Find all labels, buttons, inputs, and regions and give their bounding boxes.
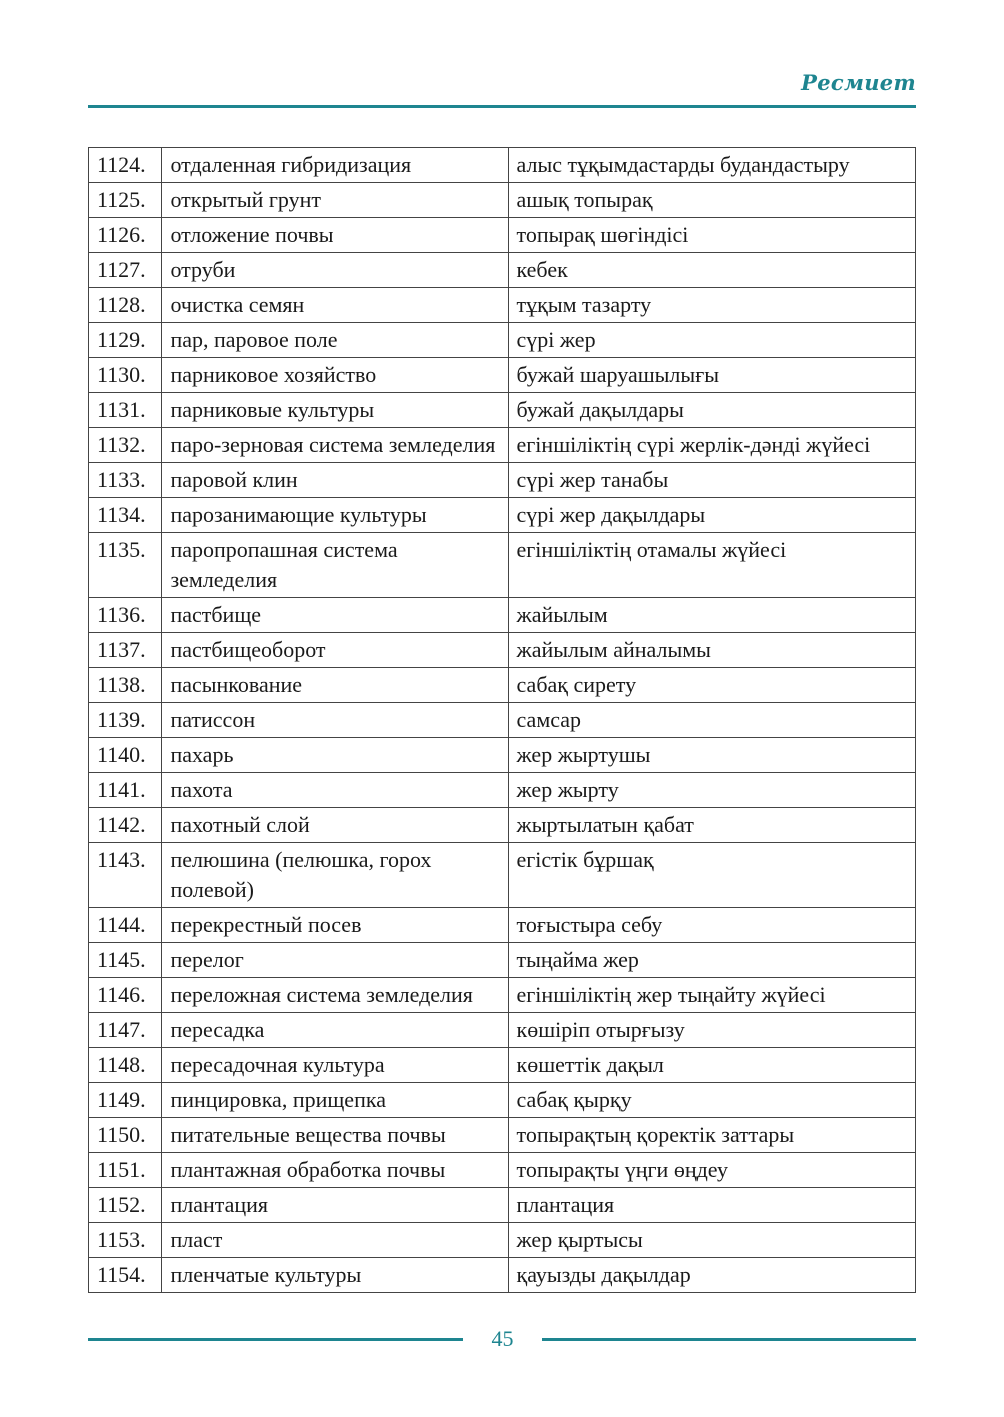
russian-term: отложение почвы bbox=[162, 218, 508, 253]
russian-term: пар, паровое поле bbox=[162, 323, 508, 358]
russian-term: плантация bbox=[162, 1188, 508, 1223]
russian-term: пастбище bbox=[162, 598, 508, 633]
russian-term: пелюшина (пелюшка, горох полевой) bbox=[162, 843, 508, 908]
glossary-table bbox=[88, 147, 916, 1293]
table-row bbox=[89, 978, 916, 1013]
table-row bbox=[89, 323, 916, 358]
russian-term: очистка семян bbox=[162, 288, 508, 323]
entry-number: 1142. bbox=[89, 808, 162, 843]
entry-number: 1145. bbox=[89, 943, 162, 978]
table-row bbox=[89, 1118, 916, 1153]
entry-number: 1146. bbox=[89, 978, 162, 1013]
russian-term: открытый грунт bbox=[162, 183, 508, 218]
russian-term: отруби bbox=[162, 253, 508, 288]
table-row bbox=[89, 1258, 916, 1293]
entry-number: 1153. bbox=[89, 1223, 162, 1258]
kazakh-term: топырақты үңги өңдеу bbox=[508, 1153, 915, 1188]
russian-term: пахотный слой bbox=[162, 808, 508, 843]
kazakh-term: жыртылатын қабат bbox=[508, 808, 915, 843]
entry-number: 1131. bbox=[89, 393, 162, 428]
kazakh-term: тұқым тазарту bbox=[508, 288, 915, 323]
kazakh-term: жайылым bbox=[508, 598, 915, 633]
kazakh-term: егіншіліктің отамалы жүйесі bbox=[508, 533, 915, 598]
kazakh-term: бужай дақылдары bbox=[508, 393, 915, 428]
russian-term: паро-зерновая система земледелия bbox=[162, 428, 508, 463]
entry-number: 1139. bbox=[89, 703, 162, 738]
entry-number: 1141. bbox=[89, 773, 162, 808]
entry-number: 1134. bbox=[89, 498, 162, 533]
russian-term: парниковые культуры bbox=[162, 393, 508, 428]
table-row bbox=[89, 943, 916, 978]
kazakh-term: сабақ қырқу bbox=[508, 1083, 915, 1118]
kazakh-term: жер қыртысы bbox=[508, 1223, 915, 1258]
kazakh-term: сүрі жер танабы bbox=[508, 463, 915, 498]
entry-number: 1127. bbox=[89, 253, 162, 288]
entry-number: 1151. bbox=[89, 1153, 162, 1188]
footer-divider-left bbox=[88, 1338, 463, 1341]
kazakh-term: егістік бұршақ bbox=[508, 843, 915, 908]
table-row bbox=[89, 533, 916, 598]
table-row bbox=[89, 1153, 916, 1188]
table-row bbox=[89, 253, 916, 288]
kazakh-term: сүрі жер дақылдары bbox=[508, 498, 915, 533]
russian-term: перелог bbox=[162, 943, 508, 978]
entry-number: 1130. bbox=[89, 358, 162, 393]
entry-number: 1126. bbox=[89, 218, 162, 253]
kazakh-term: ашық топырақ bbox=[508, 183, 915, 218]
russian-term: питательные вещества почвы bbox=[162, 1118, 508, 1153]
kazakh-term: самсар bbox=[508, 703, 915, 738]
russian-term: пинцировка, прищепка bbox=[162, 1083, 508, 1118]
kazakh-term: көшеттік дақыл bbox=[508, 1048, 915, 1083]
entry-number: 1137. bbox=[89, 633, 162, 668]
russian-term: плантажная обработка почвы bbox=[162, 1153, 508, 1188]
table-row bbox=[89, 843, 916, 908]
russian-term: переложная система земледелия bbox=[162, 978, 508, 1013]
russian-term: пасынкование bbox=[162, 668, 508, 703]
entry-number: 1128. bbox=[89, 288, 162, 323]
page-header-title: Ресмиет bbox=[801, 70, 916, 95]
entry-number: 1147. bbox=[89, 1013, 162, 1048]
table-row bbox=[89, 183, 916, 218]
table-row bbox=[89, 1223, 916, 1258]
kazakh-term: сабақ сирету bbox=[508, 668, 915, 703]
table-row bbox=[89, 358, 916, 393]
table-row bbox=[89, 1188, 916, 1223]
entry-number: 1154. bbox=[89, 1258, 162, 1293]
table-row bbox=[89, 463, 916, 498]
kazakh-term: кебек bbox=[508, 253, 915, 288]
entry-number: 1150. bbox=[89, 1118, 162, 1153]
page-number: 45 bbox=[491, 1326, 514, 1351]
entry-number: 1129. bbox=[89, 323, 162, 358]
kazakh-term: көшіріп отырғызу bbox=[508, 1013, 915, 1048]
table-row bbox=[89, 808, 916, 843]
table-row bbox=[89, 393, 916, 428]
kazakh-term: плантация bbox=[508, 1188, 915, 1223]
table-row bbox=[89, 148, 916, 183]
table-row bbox=[89, 703, 916, 738]
kazakh-term: жайылым айналымы bbox=[508, 633, 915, 668]
kazakh-term: тыңайма жер bbox=[508, 943, 915, 978]
kazakh-term: жер жырту bbox=[508, 773, 915, 808]
entry-number: 1144. bbox=[89, 908, 162, 943]
kazakh-term: жер жыртушы bbox=[508, 738, 915, 773]
entry-number: 1125. bbox=[89, 183, 162, 218]
russian-term: патиссон bbox=[162, 703, 508, 738]
entry-number: 1140. bbox=[89, 738, 162, 773]
russian-term: пересадочная культура bbox=[162, 1048, 508, 1083]
russian-term: пласт bbox=[162, 1223, 508, 1258]
kazakh-term: топырақ шөгіндісі bbox=[508, 218, 915, 253]
table-row bbox=[89, 1048, 916, 1083]
kazakh-term: тоғыстыра себу bbox=[508, 908, 915, 943]
table-row bbox=[89, 633, 916, 668]
table-row bbox=[89, 598, 916, 633]
russian-term: пахарь bbox=[162, 738, 508, 773]
entry-number: 1124. bbox=[89, 148, 162, 183]
entry-number: 1148. bbox=[89, 1048, 162, 1083]
kazakh-term: егіншіліктің жер тыңайту жүйесі bbox=[508, 978, 915, 1013]
russian-term: парниковое хозяйство bbox=[162, 358, 508, 393]
russian-term: пастбищеоборот bbox=[162, 633, 508, 668]
entry-number: 1152. bbox=[89, 1188, 162, 1223]
table-row bbox=[89, 773, 916, 808]
table-row bbox=[89, 218, 916, 253]
table-row bbox=[89, 1013, 916, 1048]
russian-term: паропропашная система земледелия bbox=[162, 533, 508, 598]
kazakh-term: бужай шаруашылығы bbox=[508, 358, 915, 393]
entry-number: 1135. bbox=[89, 533, 162, 598]
table-row bbox=[89, 288, 916, 323]
entry-number: 1132. bbox=[89, 428, 162, 463]
kazakh-term: егіншіліктің сүрі жерлік-дәнді жүйесі bbox=[508, 428, 915, 463]
table-row bbox=[89, 498, 916, 533]
kazakh-term: қауызды дақылдар bbox=[508, 1258, 915, 1293]
kazakh-term: топырақтың қоректік заттары bbox=[508, 1118, 915, 1153]
russian-term: пахота bbox=[162, 773, 508, 808]
table-row bbox=[89, 428, 916, 463]
russian-term: парозанимающие культуры bbox=[162, 498, 508, 533]
entry-number: 1136. bbox=[89, 598, 162, 633]
table-row bbox=[89, 738, 916, 773]
entry-number: 1138. bbox=[89, 668, 162, 703]
russian-term: отдаленная гибридизация bbox=[162, 148, 508, 183]
glossary-table-body bbox=[89, 148, 916, 1293]
table-row bbox=[89, 908, 916, 943]
kazakh-term: сүрі жер bbox=[508, 323, 915, 358]
russian-term: пересадка bbox=[162, 1013, 508, 1048]
russian-term: пленчатые культуры bbox=[162, 1258, 508, 1293]
russian-term: перекрестный посев bbox=[162, 908, 508, 943]
header-divider bbox=[88, 105, 916, 108]
entry-number: 1133. bbox=[89, 463, 162, 498]
entry-number: 1149. bbox=[89, 1083, 162, 1118]
russian-term: паровой клин bbox=[162, 463, 508, 498]
footer-divider-right bbox=[542, 1338, 916, 1341]
kazakh-term: алыс тұқымдастарды будандастыру bbox=[508, 148, 915, 183]
table-row bbox=[89, 1083, 916, 1118]
table-row bbox=[89, 668, 916, 703]
entry-number: 1143. bbox=[89, 843, 162, 908]
